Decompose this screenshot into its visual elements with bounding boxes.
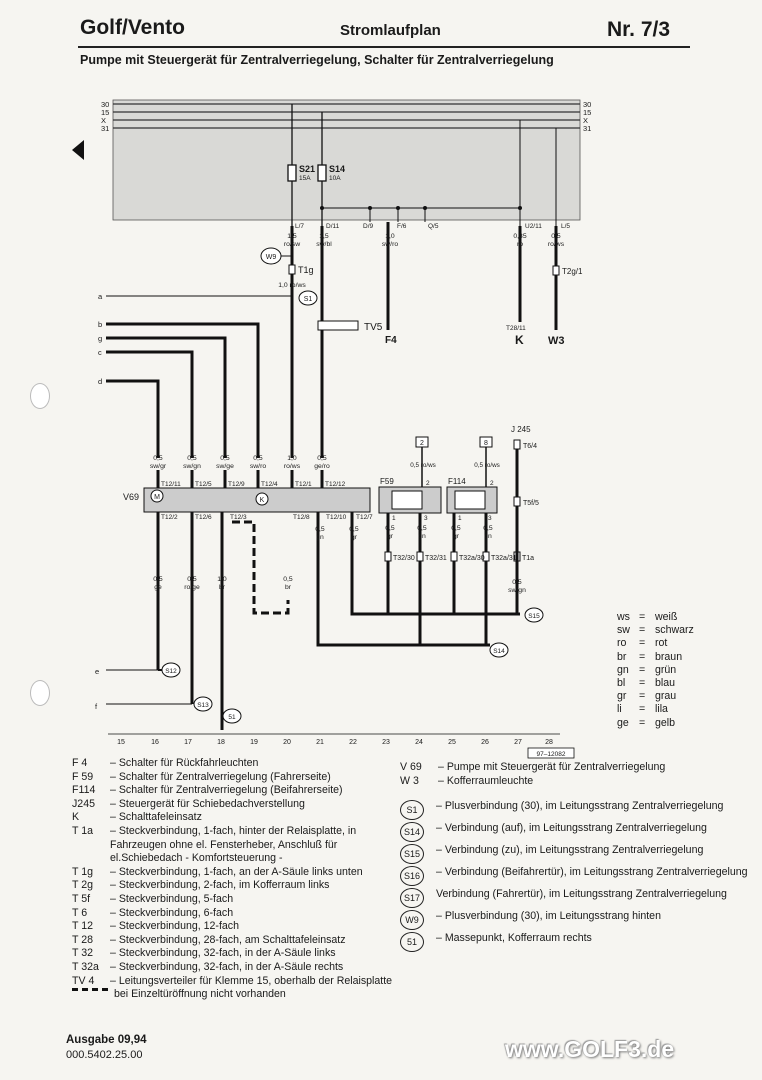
side-letter: c — [98, 348, 102, 357]
legend-symbol-item: W9 – Plusverbindung (30), im Leitungsstrang hinten — [400, 910, 750, 930]
mid-wire-label: 1,0 ro/ws — [278, 282, 306, 289]
wire-color: sw/gn — [508, 587, 526, 594]
fuse-s14-rating: 10A — [329, 175, 341, 182]
grid-number: 19 — [250, 739, 258, 746]
splice-symbol-icon: S14 — [400, 822, 424, 842]
wire-color: gr — [386, 533, 394, 540]
pin-label: Q/5 — [428, 223, 439, 230]
v69-bottom-pin: T12/6 — [195, 514, 212, 521]
legend-item: T 28 – Steckverbindung, 28-fach, am Schalttafeleinsatz — [72, 933, 346, 946]
color-key-row: li = lila — [617, 703, 668, 716]
f114-pin: 1 — [458, 515, 462, 522]
legend-item: F 59 – Schalter für Zentralverriegelung (Fahrerseite) — [72, 770, 331, 783]
legend-symbol-item: 51 – Massepunkt, Kofferraum rechts — [400, 932, 750, 952]
connector-t2g-label: T2g/1 — [562, 267, 583, 276]
f114-wire: 0,5 ro/ws — [474, 462, 500, 469]
side-letter: g — [98, 334, 103, 343]
color-key-row: br = braun — [617, 650, 683, 663]
v69-wire-color: ge/ro — [314, 463, 330, 470]
page-title: Golf/Vento — [80, 16, 185, 39]
grid-number: 23 — [382, 739, 390, 746]
drawing-code: 97–12082 — [536, 751, 566, 758]
wire-size: 0,5 — [417, 525, 427, 532]
dest-f4: F4 — [385, 335, 397, 346]
v69-wire-color: sw/ge — [216, 463, 234, 470]
legend-item: F 4 – Schalter für Rückfahrleuchten — [72, 757, 259, 769]
wire-size: 1,5 — [287, 233, 297, 240]
color-key-row: gr = grau — [617, 690, 677, 703]
wire-color: sw/ro — [381, 241, 399, 248]
pin-label: L/5 — [561, 223, 571, 230]
connector-t2g — [553, 266, 559, 275]
f114-pin: 3 — [488, 515, 492, 522]
wire-size: 0,5 — [349, 526, 359, 533]
wire-color: gn — [418, 533, 426, 540]
legend-item: V 69 – Pumpe mit Steuergerät für Zentralverriegelung — [400, 761, 666, 773]
grid-number: 22 — [349, 739, 357, 746]
dest-j245: J 245 — [511, 425, 531, 434]
fuse-s21-rating: 15A — [299, 175, 311, 182]
control-unit-label: K — [259, 497, 265, 504]
grid-number: 25 — [448, 739, 456, 746]
wire-color: ro/sw — [283, 241, 301, 248]
side-letter: f — [95, 702, 98, 711]
ground-51-label: 51 — [228, 714, 236, 721]
page-subtitle: Pumpe mit Steuergerät für Zentralverriegelung, Schalter für Zentralverriegelung — [80, 53, 554, 67]
grid-number: 26 — [481, 739, 489, 746]
grid-number: 15 — [117, 739, 125, 746]
dest-k: K — [515, 333, 524, 347]
splice-s14-label: S14 — [493, 648, 505, 655]
wire-color: gn — [484, 533, 492, 540]
ground-symbol-icon: 51 — [400, 932, 424, 952]
legend-item: K – Schalttafeleinsatz — [72, 811, 202, 824]
grid-number: 28 — [545, 739, 553, 746]
rail-label-right: 30 — [583, 100, 592, 109]
wire-size: 0,5 — [512, 579, 522, 586]
f59-pin: 3 — [424, 515, 428, 522]
diagram-type: Stromlaufplan — [340, 22, 441, 39]
f114-pin: 2 — [490, 480, 494, 487]
v69-wire-size: 0,5 — [220, 455, 230, 462]
wire-size: 0,35 — [513, 233, 527, 240]
v69-bottom-pin: T12/8 — [293, 514, 310, 521]
connector-t6-label: T6/4 — [523, 443, 538, 450]
wire-size: 1,0 — [217, 576, 227, 583]
v69-wire-size: 0,5 — [153, 455, 163, 462]
side-letter: e — [95, 667, 100, 676]
motor-label: M — [154, 494, 160, 501]
rail-label-left: 31 — [101, 124, 110, 133]
legend-item: T 32a – Steckverbindung, 32-fach, in der A-Säule rechts — [72, 960, 344, 973]
legend-item: T 2g – Steckverbindung, 2-fach, im Kofferraum links — [72, 879, 330, 892]
fuse-s14-label: S14 — [329, 164, 346, 174]
connector-t1a-label: T1a — [522, 555, 535, 562]
v69-pin: T12/4 — [261, 481, 278, 488]
legend-item: T 5f – Steckverbindung, 5-fach — [72, 892, 234, 905]
side-letter: a — [98, 292, 103, 301]
grid-number: 21 — [316, 739, 324, 746]
v69-wire-color: sw/gn — [183, 463, 201, 470]
legend-symbol-item: S17 Verbindung (Fahrertür), im Leitungsstrang Zentralverriegelung — [400, 888, 750, 908]
side-letter: d — [98, 377, 103, 386]
f59-pin: 2 — [426, 480, 430, 487]
side-letter: b — [98, 320, 103, 329]
fuse-s21-label: S21 — [299, 164, 316, 174]
f59-label: F59 — [380, 477, 394, 486]
watermark: www.GOLF3.de — [505, 1036, 675, 1062]
rail-label-left: 30 — [101, 100, 110, 109]
color-key-row: ro = rot — [617, 637, 668, 650]
connector-t6 — [514, 440, 520, 449]
rail-label-right: 31 — [583, 124, 592, 133]
legend-item: TV 4 – Leitungsverteiler für Klemme 15, oberhalb der Relaisplatte — [72, 974, 393, 987]
splice-s13-label: S13 — [197, 702, 209, 709]
wire-color: ro — [516, 241, 524, 248]
legend-item: T 6 – Steckverbindung, 6-fach — [72, 906, 234, 919]
color-key-row: gn = grün — [617, 663, 677, 676]
grid-number: 27 — [514, 739, 522, 746]
v69-pin: T12/5 — [195, 481, 212, 488]
color-key-row: ws = weiß — [617, 611, 678, 623]
v69-bottom-pin: T12/10 — [326, 514, 347, 521]
v69-label: V69 — [123, 492, 140, 502]
legend-symbol-item: S1 – Plusverbindung (30), im Leitungsstrang Zentralverriegelung — [400, 800, 750, 820]
grid-number: 20 — [283, 739, 291, 746]
v69-pin: T12/9 — [228, 481, 245, 488]
f114-fuse-num: 8 — [484, 440, 488, 447]
v69-wire-size: 0,5 — [317, 455, 327, 462]
legend-symbol-item: S14 – Verbindung (auf), im Leitungsstrang Zentralverriegelung — [400, 822, 750, 842]
grid-number: 17 — [184, 739, 192, 746]
splice-symbol-icon: S1 — [400, 800, 424, 820]
rail-label-left: X — [101, 116, 107, 125]
v69-wire-color: ro/ws — [283, 463, 301, 470]
grid-number: 18 — [217, 739, 225, 746]
wire-size: 0,5 — [483, 525, 493, 532]
legend-item: T 1g – Steckverbindung, 1-fach, an der A-Säule links unten — [72, 865, 363, 878]
connector-t32a-label: T32a/31 — [491, 555, 517, 562]
connector-t5f-label: T5f/5 — [523, 500, 539, 507]
v69-bottom-pin: T12/3 — [230, 514, 247, 521]
legend-item: T 1a – Steckverbindung, 1-fach, hinter der Relaisplatte, in Fahrzeugen ohne el. Fensterheber, Anschluß für el.Schiebedach - Komfortsteuerung - — [72, 824, 357, 865]
switch-out-wires — [388, 513, 486, 645]
v69-bottom-wires — [158, 512, 520, 730]
connector-t32a-label: T32a/30 — [459, 555, 485, 562]
connector-t32-label: T32/31 — [425, 555, 447, 562]
wire-color: gr — [350, 534, 358, 541]
wire-size: 0,5 — [385, 525, 395, 532]
legend-dashed: bei Einzeltüröffnung nicht vorhanden — [72, 988, 402, 1002]
legend-left — [72, 757, 402, 1002]
rail-label-right: X — [583, 116, 589, 125]
splice-symbol-icon: W9 — [400, 910, 424, 930]
v69-wire-color: sw/gr — [149, 463, 167, 470]
pin-label: D/9 — [363, 223, 374, 230]
wire-color: ro/ws — [547, 241, 565, 248]
pin-label: L/7 — [295, 223, 305, 230]
splice-s12-label: S12 — [165, 668, 177, 675]
color-key — [617, 611, 694, 730]
rail-label-left: 15 — [101, 108, 110, 117]
page-number: Nr. 7/3 — [607, 18, 671, 41]
wire-size: 0,5 — [551, 233, 561, 240]
v69-bottom-pin: T12/2 — [161, 514, 178, 521]
v69-bottom-pin: T12/7 — [356, 514, 373, 521]
legend-item: T 32 – Steckverbindung, 32-fach, in der A-Säule links — [72, 947, 336, 960]
connector-t5f — [514, 497, 520, 506]
edition: Ausgabe 09,94 — [66, 1034, 147, 1046]
f59-fuse-num: 2 — [420, 440, 424, 447]
f59-wire: 0,5 ro/ws — [410, 462, 436, 469]
color-key-row: ge = gelb — [617, 716, 676, 729]
splice-symbol-icon: S15 — [400, 844, 424, 864]
wire-size: 1,0 — [385, 233, 395, 240]
connector-tv5 — [318, 321, 358, 330]
pin-label: U2/11 — [525, 223, 542, 230]
wire-color: ro/ge — [184, 584, 200, 591]
color-key-row: sw = schwarz — [617, 624, 694, 637]
feed-wires — [106, 324, 258, 458]
wire-size: 0,5 — [315, 526, 325, 533]
v69-pin: T12/12 — [325, 481, 346, 488]
f59-pin: 1 — [392, 515, 396, 522]
dashed-wire — [232, 522, 288, 613]
arrow-left-icon — [72, 140, 84, 160]
wire-size: 0,5 — [153, 576, 163, 583]
v69-wire-size: 0,5 — [253, 455, 263, 462]
v69-pin: T12/11 — [161, 481, 181, 488]
pin-label: F/6 — [397, 223, 407, 230]
splice-symbol-icon: S17 — [400, 888, 424, 908]
document-code: 000.5402.25.00 — [66, 1049, 143, 1061]
splice-symbol-icon: S16 — [400, 866, 424, 886]
wire-color: ge — [154, 584, 162, 591]
connector-t1g — [289, 265, 295, 274]
v69-wire-color: sw/ro — [249, 463, 267, 470]
connector-t1g-label: T1g — [298, 265, 314, 275]
legend-symbol-item: S16 – Verbindung (Beifahrertür), im Leitungsstrang Zentralverriegelung — [400, 866, 750, 886]
legend-item: J245 – Steuergerät für Schiebedachverstellung — [72, 797, 305, 810]
color-key-row: bl = blau — [617, 677, 676, 690]
connector-t28-label: T28/11 — [506, 325, 526, 332]
splice-w9-label: W9 — [265, 254, 277, 261]
wire-color: gr — [452, 533, 460, 540]
wire-size: 0,5 — [451, 525, 461, 532]
wire-size: 1,5 — [319, 233, 329, 240]
v69-wire-size: 1,0 — [287, 455, 297, 462]
splice-s1-label: S1 — [303, 296, 313, 303]
wire-color: sw/bl — [316, 241, 332, 248]
legend-symbol-item: S15 – Verbindung (zu), im Leitungsstrang Zentralverriegelung — [400, 844, 750, 864]
connector-tv5-label: TV5 — [364, 322, 383, 333]
dashed-line-icon — [72, 988, 108, 1002]
pin-label: D/11 — [326, 223, 340, 230]
connector-t32-label: T32/30 — [393, 555, 415, 562]
wire-size: 0,5 — [187, 576, 197, 583]
v69-pin: T12/1 — [295, 481, 312, 488]
legend-right — [400, 761, 750, 954]
v69-wire-size: 0,5 — [187, 455, 197, 462]
grid-number: 16 — [151, 739, 159, 746]
legend-item: T 12 – Steckverbindung, 12-fach — [72, 920, 239, 933]
wire-color: gn — [316, 534, 324, 541]
legend-item: F114 – Schalter für Zentralverriegelung (Beifahrerseite) — [72, 784, 343, 797]
wire-color: br — [284, 584, 292, 591]
splice-s15-label: S15 — [528, 613, 540, 620]
grid-number: 24 — [415, 739, 423, 746]
legend-item: W 3 – Kofferraumleuchte — [400, 774, 534, 787]
relay-plate — [113, 100, 580, 220]
rail-label-right: 15 — [583, 108, 592, 117]
dest-w3: W3 — [548, 335, 565, 347]
f114-label: F114 — [448, 477, 466, 486]
wire-color: br — [218, 584, 226, 591]
wire-size: 0,5 — [283, 576, 293, 583]
